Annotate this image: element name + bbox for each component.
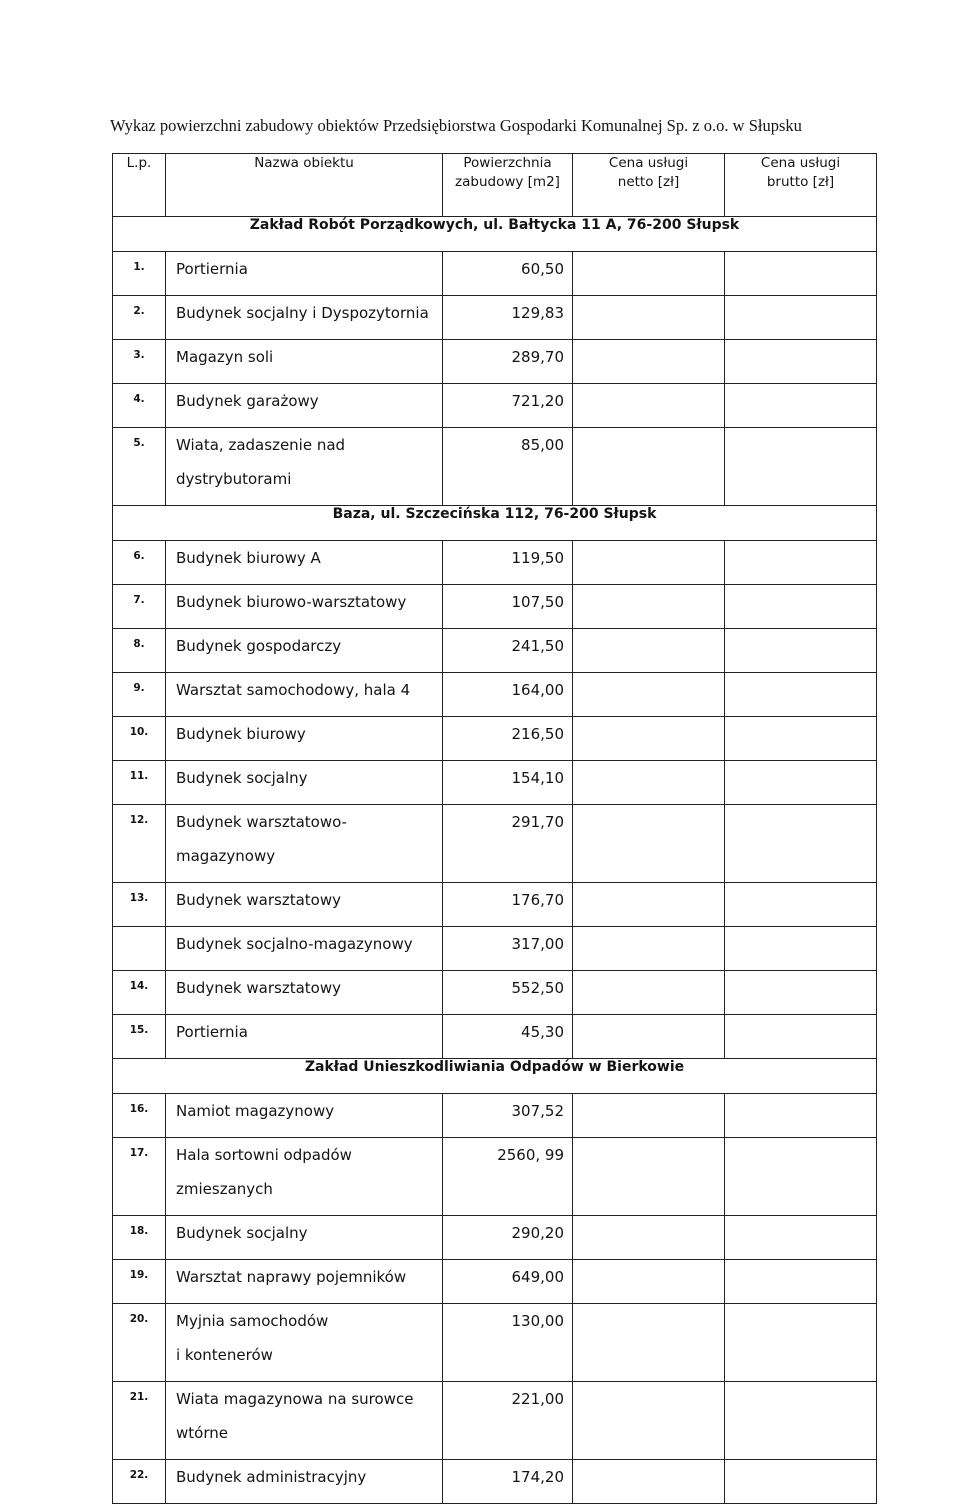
- table-row: [113, 1460, 877, 1504]
- row-number: [113, 1015, 166, 1059]
- table-row: [113, 1260, 877, 1304]
- row-number-text: 8.: [133, 638, 145, 650]
- table-row: [113, 1304, 877, 1382]
- price-brutto: [725, 296, 877, 340]
- table-row: [113, 761, 877, 805]
- row-number-text: 7.: [133, 594, 145, 606]
- table-row: [113, 883, 877, 927]
- built-area: [443, 1015, 573, 1059]
- built-area: [443, 971, 573, 1015]
- built-area-text: 176,70: [511, 891, 564, 909]
- table-row: [113, 971, 877, 1015]
- object-name-text: Budynek biurowy: [176, 725, 306, 743]
- row-number-text: 22.: [129, 1469, 149, 1481]
- row-number: [113, 673, 166, 717]
- header-name: Nazwa obiektu: [166, 154, 443, 217]
- price-netto: [573, 541, 725, 585]
- object-name-text: Budynek biurowy A: [176, 549, 321, 567]
- table-row: [113, 1015, 877, 1059]
- price-brutto: [725, 883, 877, 927]
- built-area-text: 130,00: [511, 1312, 564, 1330]
- built-area: [443, 629, 573, 673]
- section-heading-row: [113, 217, 877, 252]
- built-area-text: 216,50: [511, 725, 564, 743]
- price-netto: [573, 1460, 725, 1504]
- table-row: [113, 384, 877, 428]
- row-number-text: 3.: [133, 349, 145, 361]
- object-name: [166, 805, 443, 883]
- table-row: [113, 252, 877, 296]
- built-area-text: 107,50: [511, 593, 564, 611]
- objects-table: [112, 153, 877, 1504]
- price-brutto: [725, 927, 877, 971]
- price-brutto: [725, 1094, 877, 1138]
- price-netto: [573, 252, 725, 296]
- table-row: [113, 428, 877, 506]
- built-area: [443, 883, 573, 927]
- row-number: [113, 384, 166, 428]
- row-number: [113, 1094, 166, 1138]
- row-number-text: 12.: [129, 814, 149, 826]
- built-area: [443, 340, 573, 384]
- object-name-text: Budynek socjalno-magazynowy: [176, 935, 413, 953]
- object-name-text: Budynek biurowo-warsztatowy: [176, 593, 407, 611]
- object-name-text: Wiata, zadaszenie nad: [176, 436, 346, 454]
- section-heading-row: [113, 506, 877, 541]
- built-area-text: 552,50: [511, 979, 564, 997]
- row-number-text: 2.: [133, 305, 145, 317]
- price-brutto: [725, 761, 877, 805]
- price-netto: [573, 1216, 725, 1260]
- object-name-text-line2: dystrybutorami: [176, 470, 292, 488]
- row-number: [113, 971, 166, 1015]
- row-number-text: 20.: [129, 1313, 149, 1325]
- header-lp: L.p.: [113, 154, 166, 217]
- built-area: [443, 541, 573, 585]
- price-brutto: [725, 585, 877, 629]
- table-row: [113, 585, 877, 629]
- row-number: [113, 541, 166, 585]
- price-netto: [573, 1260, 725, 1304]
- price-brutto: [725, 1382, 877, 1460]
- built-area: [443, 252, 573, 296]
- row-number: [113, 1260, 166, 1304]
- object-name: [166, 1304, 443, 1382]
- price-netto: [573, 717, 725, 761]
- row-number: [113, 1382, 166, 1460]
- price-brutto: [725, 1460, 877, 1504]
- row-number: [113, 717, 166, 761]
- built-area-text: 649,00: [511, 1268, 564, 1286]
- row-number: [113, 252, 166, 296]
- object-name-text: Budynek warsztatowy: [176, 891, 341, 909]
- object-name: [166, 296, 443, 340]
- built-area: [443, 927, 573, 971]
- built-area-text: 221,00: [511, 1390, 564, 1408]
- built-area-text: 164,00: [511, 681, 564, 699]
- row-number-text: 19.: [129, 1269, 149, 1281]
- row-number: [113, 296, 166, 340]
- built-area: [443, 1216, 573, 1260]
- price-brutto: [725, 629, 877, 673]
- table-row: [113, 340, 877, 384]
- object-name-text: Budynek socjalny: [176, 769, 308, 787]
- row-number-text: 10.: [129, 726, 149, 738]
- object-name-text: Wiata magazynowa na surowce: [176, 1390, 414, 1408]
- price-netto: [573, 1015, 725, 1059]
- object-name: [166, 1382, 443, 1460]
- row-number-text: 15.: [129, 1024, 149, 1036]
- object-name-text: Portiernia: [176, 1023, 248, 1041]
- object-name-text: Budynek warsztatowy: [176, 979, 341, 997]
- price-brutto: [725, 1138, 877, 1216]
- object-name-text: Magazyn soli: [176, 348, 274, 366]
- object-name-text: Portiernia: [176, 260, 248, 278]
- object-name: [166, 1260, 443, 1304]
- built-area-text: 291,70: [511, 813, 564, 831]
- built-area: [443, 717, 573, 761]
- section-heading: Zakład Unieszkodliwiania Odpadów w Bierkowie: [113, 1059, 877, 1094]
- price-netto: [573, 629, 725, 673]
- price-brutto: [725, 673, 877, 717]
- table-header-row: [113, 154, 877, 217]
- built-area-text: 317,00: [511, 935, 564, 953]
- price-netto: [573, 673, 725, 717]
- price-netto: [573, 296, 725, 340]
- row-number: [113, 927, 166, 971]
- row-number: [113, 805, 166, 883]
- price-brutto: [725, 340, 877, 384]
- header-area: Powierzchnia zabudowy [m2]: [443, 154, 573, 217]
- built-area-text: 85,00: [521, 436, 564, 454]
- object-name: [166, 971, 443, 1015]
- row-number: [113, 629, 166, 673]
- row-number-text: 13.: [129, 892, 149, 904]
- built-area: [443, 761, 573, 805]
- object-name: [166, 585, 443, 629]
- built-area-text: 289,70: [511, 348, 564, 366]
- table-row: [113, 1094, 877, 1138]
- price-brutto: [725, 1216, 877, 1260]
- table-row: [113, 927, 877, 971]
- object-name: [166, 541, 443, 585]
- object-name: [166, 673, 443, 717]
- section-heading: Baza, ul. Szczecińska 112, 76-200 Słupsk: [113, 506, 877, 541]
- row-number-text: 1.: [133, 261, 145, 273]
- price-brutto: [725, 384, 877, 428]
- object-name: [166, 384, 443, 428]
- object-name-text: Budynek garażowy: [176, 392, 319, 410]
- row-number-text: 17.: [129, 1147, 149, 1159]
- row-number-text: 21.: [129, 1391, 149, 1403]
- price-netto: [573, 1094, 725, 1138]
- price-netto: [573, 971, 725, 1015]
- object-name: [166, 883, 443, 927]
- object-name: [166, 717, 443, 761]
- object-name-text-line2: zmieszanych: [176, 1180, 273, 1198]
- price-netto: [573, 883, 725, 927]
- price-netto: [573, 1304, 725, 1382]
- object-name-text: Warsztat samochodowy, hala 4: [176, 681, 411, 699]
- built-area: [443, 428, 573, 506]
- built-area: [443, 1138, 573, 1216]
- object-name-text: Budynek administracyjny: [176, 1468, 367, 1486]
- built-area-text: 2560, 99: [497, 1146, 564, 1164]
- object-name: [166, 761, 443, 805]
- built-area: [443, 296, 573, 340]
- row-number: [113, 1304, 166, 1382]
- object-name: [166, 1216, 443, 1260]
- table-body: [113, 217, 877, 1504]
- row-number: [113, 428, 166, 506]
- price-brutto: [725, 541, 877, 585]
- object-name: [166, 1015, 443, 1059]
- row-number-text: 4.: [133, 393, 145, 405]
- table-row: [113, 541, 877, 585]
- built-area-text: 45,30: [521, 1023, 564, 1041]
- built-area-text: 721,20: [511, 392, 564, 410]
- built-area: [443, 1304, 573, 1382]
- object-name: [166, 252, 443, 296]
- row-number: [113, 883, 166, 927]
- row-number-text: 5.: [133, 437, 145, 449]
- object-name-text-line2: magazynowy: [176, 847, 276, 865]
- row-number-text: 9.: [133, 682, 145, 694]
- price-netto: [573, 384, 725, 428]
- header-price-netto: Cena usługi netto [zł]: [573, 154, 725, 217]
- built-area: [443, 673, 573, 717]
- price-brutto: [725, 1260, 877, 1304]
- document-title: Wykaz powierzchni zabudowy obiektów Przedsiębiorstwa Gospodarki Komunalnej Sp. z o.o. w Słupsku: [110, 116, 802, 135]
- row-number-text: 11.: [129, 770, 149, 782]
- object-name: [166, 927, 443, 971]
- section-heading: Zakład Robót Porządkowych, ul. Bałtycka 11 A, 76-200 Słupsk: [113, 217, 877, 252]
- row-number: [113, 1216, 166, 1260]
- table-row: [113, 296, 877, 340]
- price-brutto: [725, 717, 877, 761]
- object-name-text: Namiot magazynowy: [176, 1102, 335, 1120]
- object-name: [166, 428, 443, 506]
- price-brutto: [725, 1304, 877, 1382]
- object-name: [166, 1138, 443, 1216]
- object-name-text: Budynek gospodarczy: [176, 637, 342, 655]
- object-name-text-line2: wtórne: [176, 1424, 228, 1442]
- object-name-text: Warsztat naprawy pojemników: [176, 1268, 407, 1286]
- object-name: [166, 340, 443, 384]
- object-name-text: Hala sortowni odpadów: [176, 1146, 352, 1164]
- row-number-text: 6.: [133, 550, 145, 562]
- built-area-text: 307,52: [511, 1102, 564, 1120]
- section-heading-row: [113, 1059, 877, 1094]
- row-number-text: 14.: [129, 980, 149, 992]
- object-name: [166, 629, 443, 673]
- table-row: [113, 673, 877, 717]
- price-netto: [573, 1382, 725, 1460]
- table-row: [113, 1138, 877, 1216]
- header-price-brutto: Cena usługi brutto [zł]: [725, 154, 877, 217]
- built-area: [443, 384, 573, 428]
- row-number-text: 18.: [129, 1225, 149, 1237]
- row-number: [113, 340, 166, 384]
- built-area: [443, 1094, 573, 1138]
- object-name-text: Budynek socjalny: [176, 1224, 308, 1242]
- table-row: [113, 805, 877, 883]
- price-brutto: [725, 971, 877, 1015]
- table-row: [113, 717, 877, 761]
- built-area-text: 129,83: [511, 304, 564, 322]
- built-area-text: 154,10: [511, 769, 564, 787]
- price-netto: [573, 428, 725, 506]
- object-name: [166, 1094, 443, 1138]
- built-area-text: 60,50: [521, 260, 564, 278]
- price-netto: [573, 805, 725, 883]
- price-brutto: [725, 428, 877, 506]
- object-name-text: Budynek warsztatowo-: [176, 813, 347, 831]
- table-row: [113, 1216, 877, 1260]
- row-number: [113, 585, 166, 629]
- built-area-text: 290,20: [511, 1224, 564, 1242]
- object-name-text-line2: i kontenerów: [176, 1346, 273, 1364]
- price-brutto: [725, 1015, 877, 1059]
- price-brutto: [725, 805, 877, 883]
- built-area: [443, 805, 573, 883]
- row-number: [113, 1460, 166, 1504]
- price-netto: [573, 761, 725, 805]
- object-name-text: Myjnia samochodów: [176, 1312, 329, 1330]
- built-area-text: 174,20: [511, 1468, 564, 1486]
- built-area-text: 241,50: [511, 637, 564, 655]
- price-brutto: [725, 252, 877, 296]
- table-row: [113, 1382, 877, 1460]
- built-area-text: 119,50: [511, 549, 564, 567]
- built-area: [443, 1382, 573, 1460]
- object-name: [166, 1460, 443, 1504]
- row-number-text: 16.: [129, 1103, 149, 1115]
- built-area: [443, 1460, 573, 1504]
- price-netto: [573, 585, 725, 629]
- built-area: [443, 585, 573, 629]
- price-netto: [573, 927, 725, 971]
- row-number: [113, 1138, 166, 1216]
- price-netto: [573, 340, 725, 384]
- object-name-text: Budynek socjalny i Dyspozytornia: [176, 304, 429, 322]
- row-number: [113, 761, 166, 805]
- table-row: [113, 629, 877, 673]
- price-netto: [573, 1138, 725, 1216]
- built-area: [443, 1260, 573, 1304]
